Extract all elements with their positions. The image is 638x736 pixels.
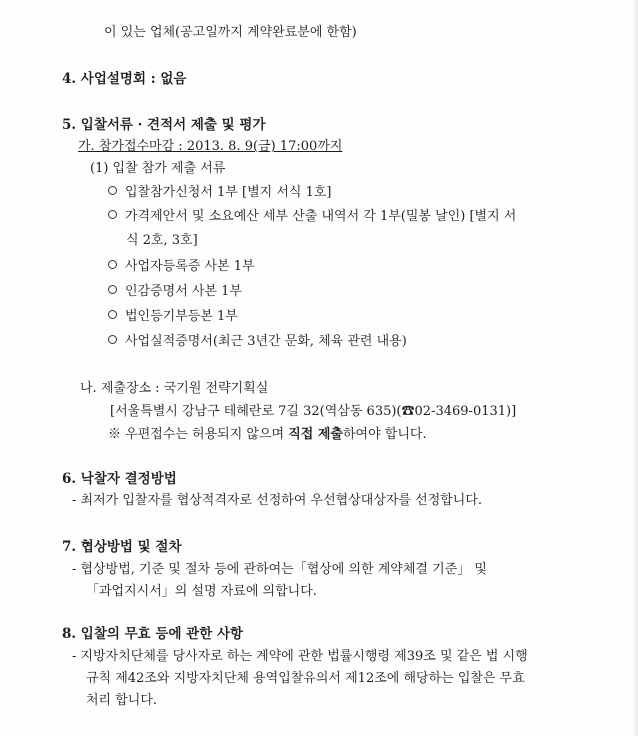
list-item: 사업자등록증 사본 1부 bbox=[108, 258, 255, 276]
intro-line: 이 있는 업체(공고일까지 계약완료분에 한함) bbox=[104, 25, 357, 40]
list-item-continuation: 식 2호, 3호] bbox=[126, 233, 198, 248]
submit-place-line: 나. 제출장소 : 국기원 전략기획실 bbox=[80, 381, 269, 396]
list-item: 법인등기부등본 1부 bbox=[108, 308, 238, 326]
list-item: 입찰참가신청서 1부 [별지 서식 1호] bbox=[108, 184, 331, 202]
circle-bullet-icon bbox=[108, 210, 117, 219]
circle-bullet-icon bbox=[108, 260, 117, 269]
section-7-text-2: 「과업지시서」의 설명 자료에 의합니다. bbox=[86, 584, 317, 599]
list-item: 사업실적증명서(최근 3년간 문화, 체육 관련 내용) bbox=[108, 333, 407, 351]
section-5-heading: 5. 입찰서류 · 견적서 제출 및 평가 bbox=[62, 117, 266, 133]
section-6-text: - 최저가 입찰자를 협상적격자로 선정하여 우선협상대상자를 선정합니다. bbox=[72, 493, 483, 508]
section-6-heading: 6. 낙찰자 결정방법 bbox=[62, 471, 177, 487]
phone-icon: ☎ bbox=[401, 404, 415, 419]
docs-subheading: (1) 입찰 참가 제출 서류 bbox=[90, 161, 226, 176]
section-8-text-1: - 지방자치단체를 당사자로 하는 계약에 관한 법률시행령 제39조 및 같은 법 시행 bbox=[72, 649, 528, 664]
note-line: ※ 우편접수는 허용되지 않으며 직접 제출하여야 합니다. bbox=[108, 427, 427, 442]
list-item: 인감증명서 사본 1부 bbox=[108, 283, 242, 301]
section-8-text-3: 처리 합니다. bbox=[86, 693, 158, 708]
section-7-text-1: - 협상방법, 기준 및 절차 등에 관하여는「협상에 의한 계약체결 기준」 및 bbox=[72, 562, 487, 577]
circle-bullet-icon bbox=[108, 285, 117, 294]
circle-bullet-icon bbox=[108, 310, 117, 319]
section-8-heading: 8. 입찰의 무효 등에 관한 사항 bbox=[62, 626, 244, 642]
address-line: [서울특별시 강남구 테헤란로 7길 32(역삼동 635)(☎02-3469-0131)] bbox=[110, 404, 517, 419]
circle-bullet-icon bbox=[108, 186, 117, 195]
section-8-text-2: 규칙 제42조와 지방자치단체 용역입찰유의서 제12조에 해당하는 입찰은 무효 bbox=[86, 671, 525, 686]
section-7-heading: 7. 협상방법 및 절차 bbox=[62, 539, 182, 555]
deadline-line: 가. 참가접수마감 : 2013. 8. 9(금) 17:00까지 bbox=[78, 139, 343, 154]
section-4-heading: 4. 사업설명회 : 없음 bbox=[62, 71, 187, 87]
list-item: 가격제안서 및 소요예산 세부 산출 내역서 각 1부(밀봉 날인) [별지 서 bbox=[108, 208, 516, 226]
scan-edge-shadow bbox=[632, 0, 638, 736]
circle-bullet-icon bbox=[108, 335, 117, 344]
